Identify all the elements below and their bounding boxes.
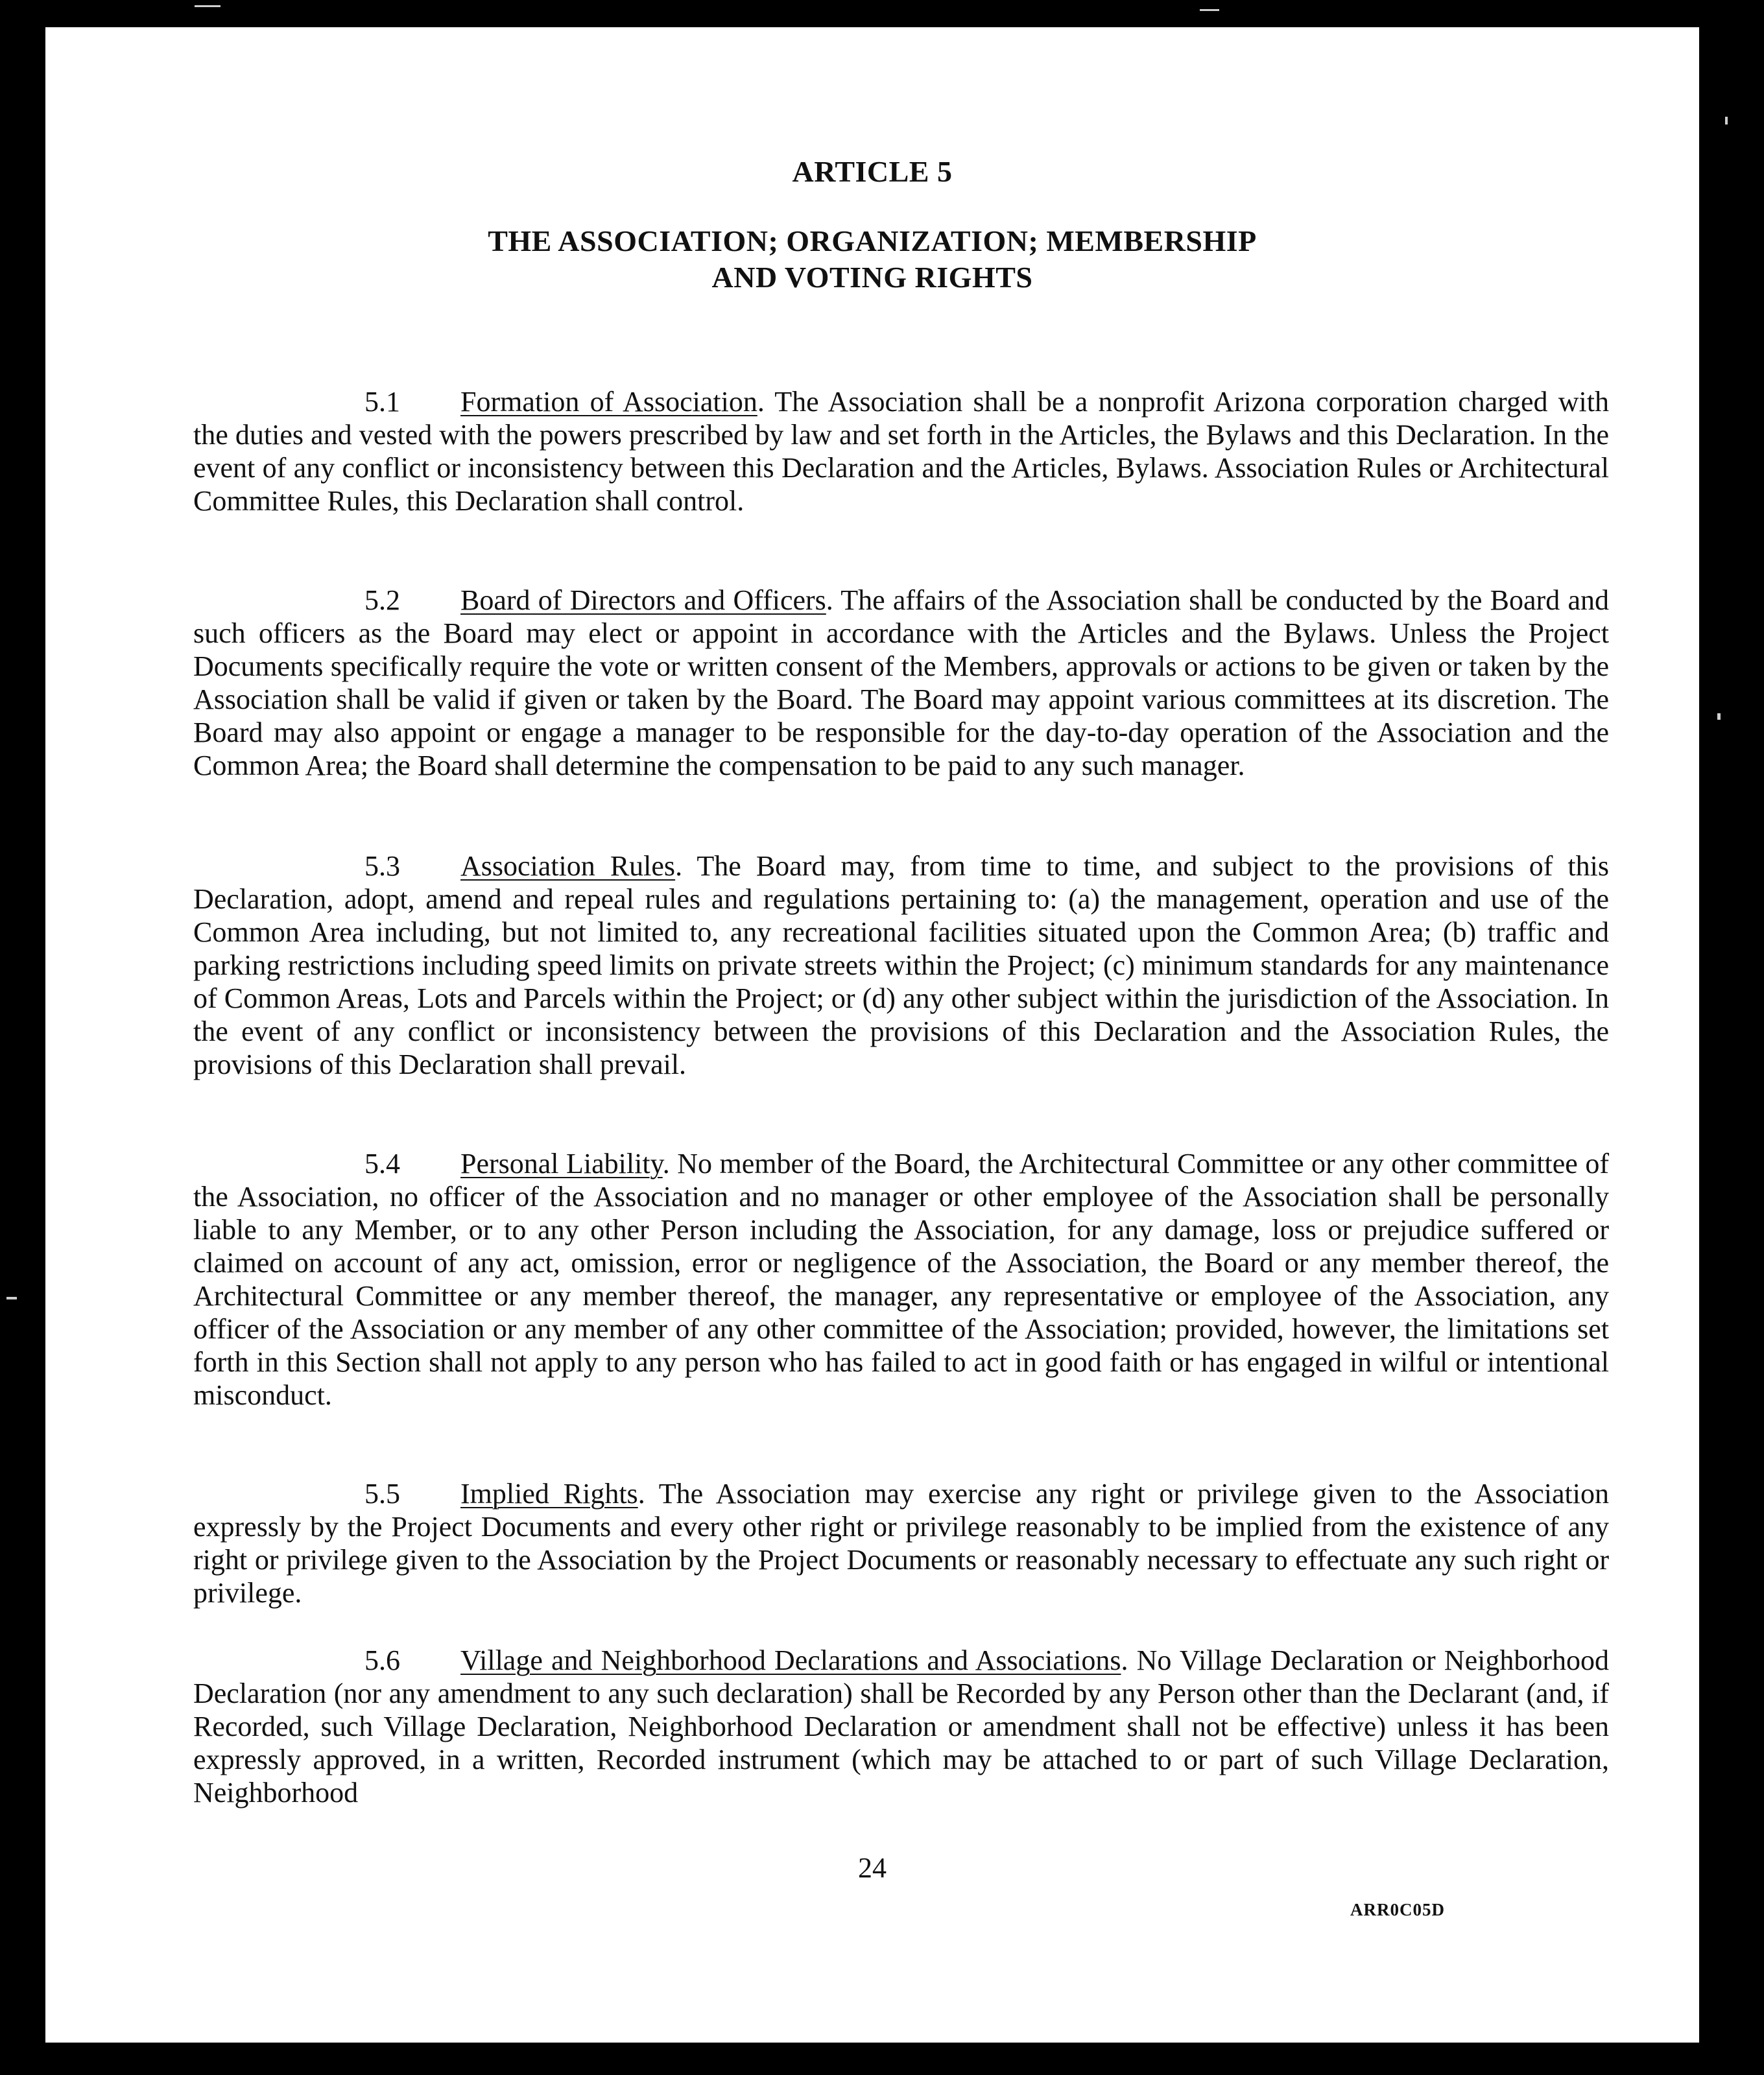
section-5-3 (193, 849, 1609, 1081)
document-code: ARR0C05D (1350, 1900, 1445, 1919)
section-title: Village and Neighborhood Declarations and Associations (460, 1644, 1121, 1676)
section-body: . The Association shall be a nonprofit Arizona corporation charged with the duties and vested with the powers prescribed by law and set forth in the Articles, the Bylaws and this Declaration. In the event of any conflict or inconsistency between this Declaration and the Articles, Bylaws. Association Rules or Architectural Committee Rules, this Declaration shall control. (193, 386, 1609, 517)
section-5-1 (193, 385, 1609, 517)
section-body: . The affairs of the Association shall be conducted by the Board and such officers as the Board may elect or appoint in accordance with the Articles and the Bylaws. Unless the Project Documents specifically require the vote or written consent of the Members, approvals or actions to be given or taken by the Association shall be valid if given or taken by the Board. The Board may appoint various committees at its discretion. The Board may also appoint or engage a manager to be responsible for the day-to-day operation of the Association and the Common Area; the Board shall determine the compensation to be paid to any such manager. (193, 584, 1609, 781)
section-5-5 (193, 1477, 1609, 1609)
section-5-2 (193, 584, 1609, 782)
section-number: 5.2 (364, 584, 400, 616)
scan-speck (1200, 9, 1219, 11)
section-title: Implied Rights (460, 1478, 638, 1510)
section-body: . The Association may exercise any right or privilege given to the Association expressly by the Project Documents and every other right or privilege reasonably to be implied from the existence of any right or privilege given to the Association by the Project Documents or reasonably necessary to effectuate any such right or privilege. (193, 1478, 1609, 1609)
section-title: Board of Directors and Officers (460, 584, 826, 616)
section-number: 5.3 (364, 850, 400, 882)
scan-speck (1725, 117, 1728, 124)
section-number: 5.4 (364, 1148, 400, 1180)
section-number: 5.6 (364, 1644, 400, 1676)
document-page (45, 27, 1699, 2043)
section-body: . The Board may, from time to time, and subject to the provisions of this Declaration, adopt, amend and repeal rules and regulations pertaining to: (a) the management, operation and use of the Common Area including, but not limited to, any recreational facilities situated upon the Common Area; (b) traffic and parking restrictions including speed limits on private streets within the Project; (c) minimum standards for any maintenance of Common Areas, Lots and Parcels within the Project; or (d) any other subject within the jurisdiction of the Association. In the event of any conflict or inconsistency between the provisions of this Declaration and the Association Rules, the provisions of this Declaration shall prevail. (193, 850, 1609, 1080)
section-5-4 (193, 1147, 1609, 1412)
section-body: . No member of the Board, the Architectural Committee or any other committee of the Association, no officer of the Association and no manager or other employee of the Association shall be personally liable to any Member, or to any other Person including the Association, for any damage, loss or prejudice suffered or claimed on account of any act, omission, error or negligence of the Association, the Board or any member thereof, the Architectural Committee or any member thereof, the manager, any representative or employee of the Association, any officer of the Association or any member of any other committee of the Association; provided, however, the limitations set forth in this Section shall not apply to any person who has failed to act in good faith or has engaged in wilful or intentional misconduct. (193, 1148, 1609, 1411)
section-title: Association Rules (460, 850, 676, 882)
section-title: Personal Liability (460, 1148, 663, 1180)
article-heading-line-1: THE ASSOCIATION; ORGANIZATION; MEMBERSHIP (488, 224, 1257, 257)
article-heading (45, 223, 1699, 296)
scan-speck (195, 5, 220, 7)
scan-speck (1717, 713, 1721, 720)
section-body: . No Village Declaration or Neighborhood Declaration (nor any amendment to any such declaration) shall be Recorded by any Person other than the Declarant (and, if Recorded, such Village Declaration, Neighborhood Declaration or amendment shall not be effective) unless it has been expressly approved, in a written, Recorded instrument (which may be attached to or part of such Village Declaration, Neighborhood (193, 1644, 1609, 1808)
article-title: ARTICLE 5 (792, 155, 953, 188)
section-title: Formation of Association (460, 386, 757, 418)
scan-speck (6, 1297, 17, 1299)
section-number: 5.1 (364, 386, 400, 418)
article-heading-line-2: AND VOTING RIGHTS (711, 261, 1033, 294)
page-number: 24 (858, 1852, 887, 1884)
section-number: 5.5 (364, 1478, 400, 1510)
section-5-6 (193, 1644, 1609, 1809)
